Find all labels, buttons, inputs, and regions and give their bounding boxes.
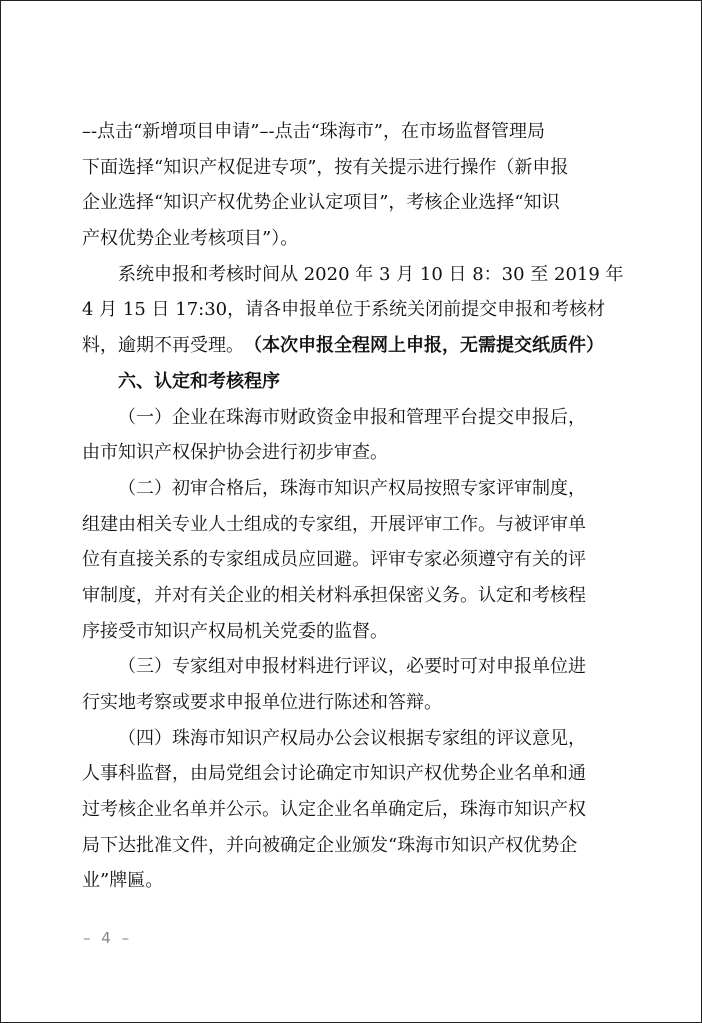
paragraph-line: （三）专家组对申报材料进行评议，必要时可对申报单位进 [118,656,586,678]
paragraph-line: 人事科监督，由局党组会讨论确定市知识产权优势企业名单和通 [82,763,586,785]
paragraph-line: 业”牌匾。 [82,870,164,892]
paragraph-line: 过考核企业名单并公示。认定企业名单确定后，珠海市知识产权 [82,799,586,821]
paragraph-line: 行实地考察或要求申报单位进行陈述和答辩。 [82,692,442,713]
paragraph-line: 序接受市知识产权局机关党委的监督。 [82,620,388,642]
paragraph-line: 系统申报和考核时间从 2020 年 3 月 10 日 8：30 至 2019 年 [118,263,624,285]
section-heading: 六、认定和考核程序 [118,370,280,392]
paragraph-text: 料，逾期不再受理。 [82,335,244,357]
paragraph-line: 产权优势企业考核项目”）。 [82,228,299,250]
page-number: – 4 – [83,929,133,947]
paragraph-line: 组建由相关专业人士组成的专家组，开展评审工作。与被评审单 [82,513,586,535]
paragraph-line: 审制度，并对有关企业的相关材料承担保密义务。认定和考核程 [82,584,586,606]
bold-notice: （本次申报全程网上申报，无需提交纸质件） [244,335,604,357]
document-body [82,114,634,899]
paragraph-line: （二）初审合格后，珠海市知识产权局按照专家评审制度， [118,477,586,499]
paragraph-line: （一）企业在珠海市财政资金申报和管理平台提交申报后， [118,406,586,428]
paragraph-line: –-点击“新增项目申请”–-点击“珠海市”，在市场监督管理局 [82,121,545,142]
paragraph-line: 下面选择“知识产权促进专项”，按有关提示进行操作（新申报 [82,156,569,178]
paragraph-line: 位有直接关系的专家组成员应回避。评审专家必须遵守有关的评 [82,549,586,571]
paragraph-line: 企业选择“知识产权优势企业认定项目”，考核企业选择“知识 [82,192,560,214]
paragraph-line: （四）珠海市知识产权局办公会议根据专家组的评议意见， [118,727,586,749]
paragraph-line: 4 月 15 日 17:30，请各申报单位于系统关闭前提交申报和考核材 [82,299,606,321]
paragraph-line: 局下达批准文件，并向被确定企业颁发“珠海市知识产权优势企 [82,834,578,856]
paragraph-line-with-notice [82,328,634,364]
paragraph-line: 由市知识产权保护协会进行初步审查。 [82,442,388,464]
